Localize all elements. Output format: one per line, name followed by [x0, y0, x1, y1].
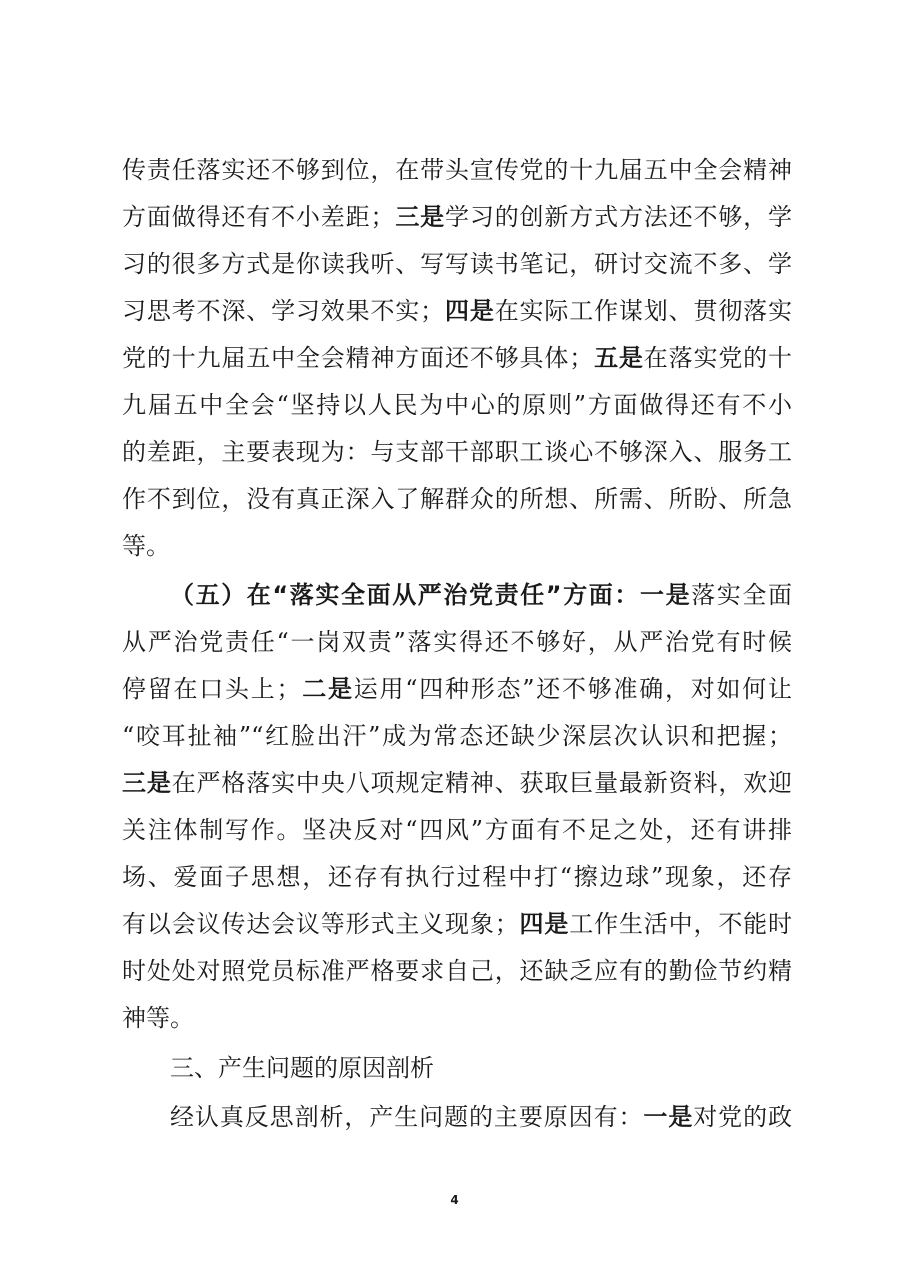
text-segment: 在严格落实中央八项规定精神、获取巨量最新资料，欢迎 — [171, 769, 793, 797]
emphasis-segment: 一是 — [643, 1103, 694, 1131]
text-segment: 时处处对照党员标准严格要求自己，还缺乏应有的勤俭节约精 — [122, 957, 792, 985]
text-line — [122, 531, 792, 561]
text-line — [122, 768, 792, 798]
text-segment: 从严治党责任“一岗双责”落实得还不够好，从严治党有时候 — [122, 628, 792, 656]
text-segment: 在实际工作谋划、贯彻落实 — [494, 297, 793, 325]
page-number: 4 — [450, 1193, 459, 1207]
text-line — [122, 202, 792, 232]
text-segment: 传责任落实还不够到位，在带头宣传党的十九届五中全会精神 — [122, 156, 792, 184]
text-line — [122, 296, 792, 326]
text-line — [122, 862, 792, 892]
section-heading-text: 三、产生问题的原因剖析 — [170, 1054, 434, 1082]
section-heading — [170, 1053, 792, 1083]
text-segment: 方面做得还有不小差距； — [122, 203, 395, 231]
emphasis-segment: 三是 — [394, 203, 446, 231]
text-segment: 习思考不深、学习效果不实； — [122, 297, 445, 325]
text-line — [122, 1003, 792, 1033]
text-segment: 等。 — [122, 532, 170, 560]
emphasis-segment: 四是 — [518, 910, 570, 938]
text-segment: 关注体制写作。坚决反对“四风”方面有不足之处，还有讲排 — [122, 816, 792, 844]
text-line — [170, 580, 792, 610]
text-line — [122, 155, 792, 185]
text-line — [122, 815, 792, 845]
emphasis-segment: 四是 — [444, 297, 495, 325]
emphasis-segment: 二是 — [300, 675, 354, 703]
text-segment: 工作生活中，不能时 — [569, 910, 793, 938]
text-line — [122, 721, 792, 751]
text-line — [122, 437, 792, 467]
text-line — [122, 484, 792, 514]
text-segment: 在落实党的十 — [643, 344, 793, 372]
text-segment: 经认真反思剖析，产生问题的主要原因有： — [170, 1103, 644, 1131]
text-segment: 运用“四种形态”还不够准确，对如何让 — [353, 675, 793, 703]
text-segment: 作不到位，没有真正深入了解群众的所想、所需、所盼、所急 — [122, 485, 792, 513]
emphasis-segment: 三是 — [122, 769, 172, 797]
text-line — [122, 956, 792, 986]
text-segment: “咬耳扯袖”“红脸出汗”成为常态还缺少深层次认识和把握； — [122, 722, 792, 750]
text-segment: 习的很多方式是你读我听、写写读书笔记，研讨交流不多、学 — [122, 250, 792, 278]
emphasis-segment: 五是 — [593, 344, 644, 372]
text-segment: 学习的创新方式方法还不够，学 — [445, 203, 793, 231]
text-line — [122, 909, 792, 939]
text-segment: 的差距，主要表现为：与支部干部职工谈心不够深入、服务工 — [122, 438, 792, 466]
text-segment: 停留在口头上； — [122, 675, 301, 703]
text-segment: 神等。 — [122, 1004, 194, 1032]
text-segment: 场、爱面子思想，还存有执行过程中打“擦边球”现象，还存 — [122, 863, 792, 891]
text-line — [122, 674, 792, 704]
text-segment: 有以会议传达会议等形式主义现象； — [122, 910, 519, 938]
section-heading-five: （五）在“落实全面从严治党责任”方面：一是 — [170, 581, 692, 609]
text-line — [122, 343, 792, 373]
text-segment: 党的十九届五中全会精神方面还不够具体； — [122, 344, 594, 372]
text-segment: 九届五中全会“坚持以人民为中心的原则”方面做得还有不小 — [122, 391, 792, 419]
text-line — [122, 249, 792, 279]
text-segment: 落实全面 — [691, 581, 793, 609]
text-line — [122, 627, 792, 657]
text-segment: 对党的政 — [693, 1103, 793, 1131]
text-line — [170, 1102, 792, 1132]
text-line — [122, 390, 792, 420]
